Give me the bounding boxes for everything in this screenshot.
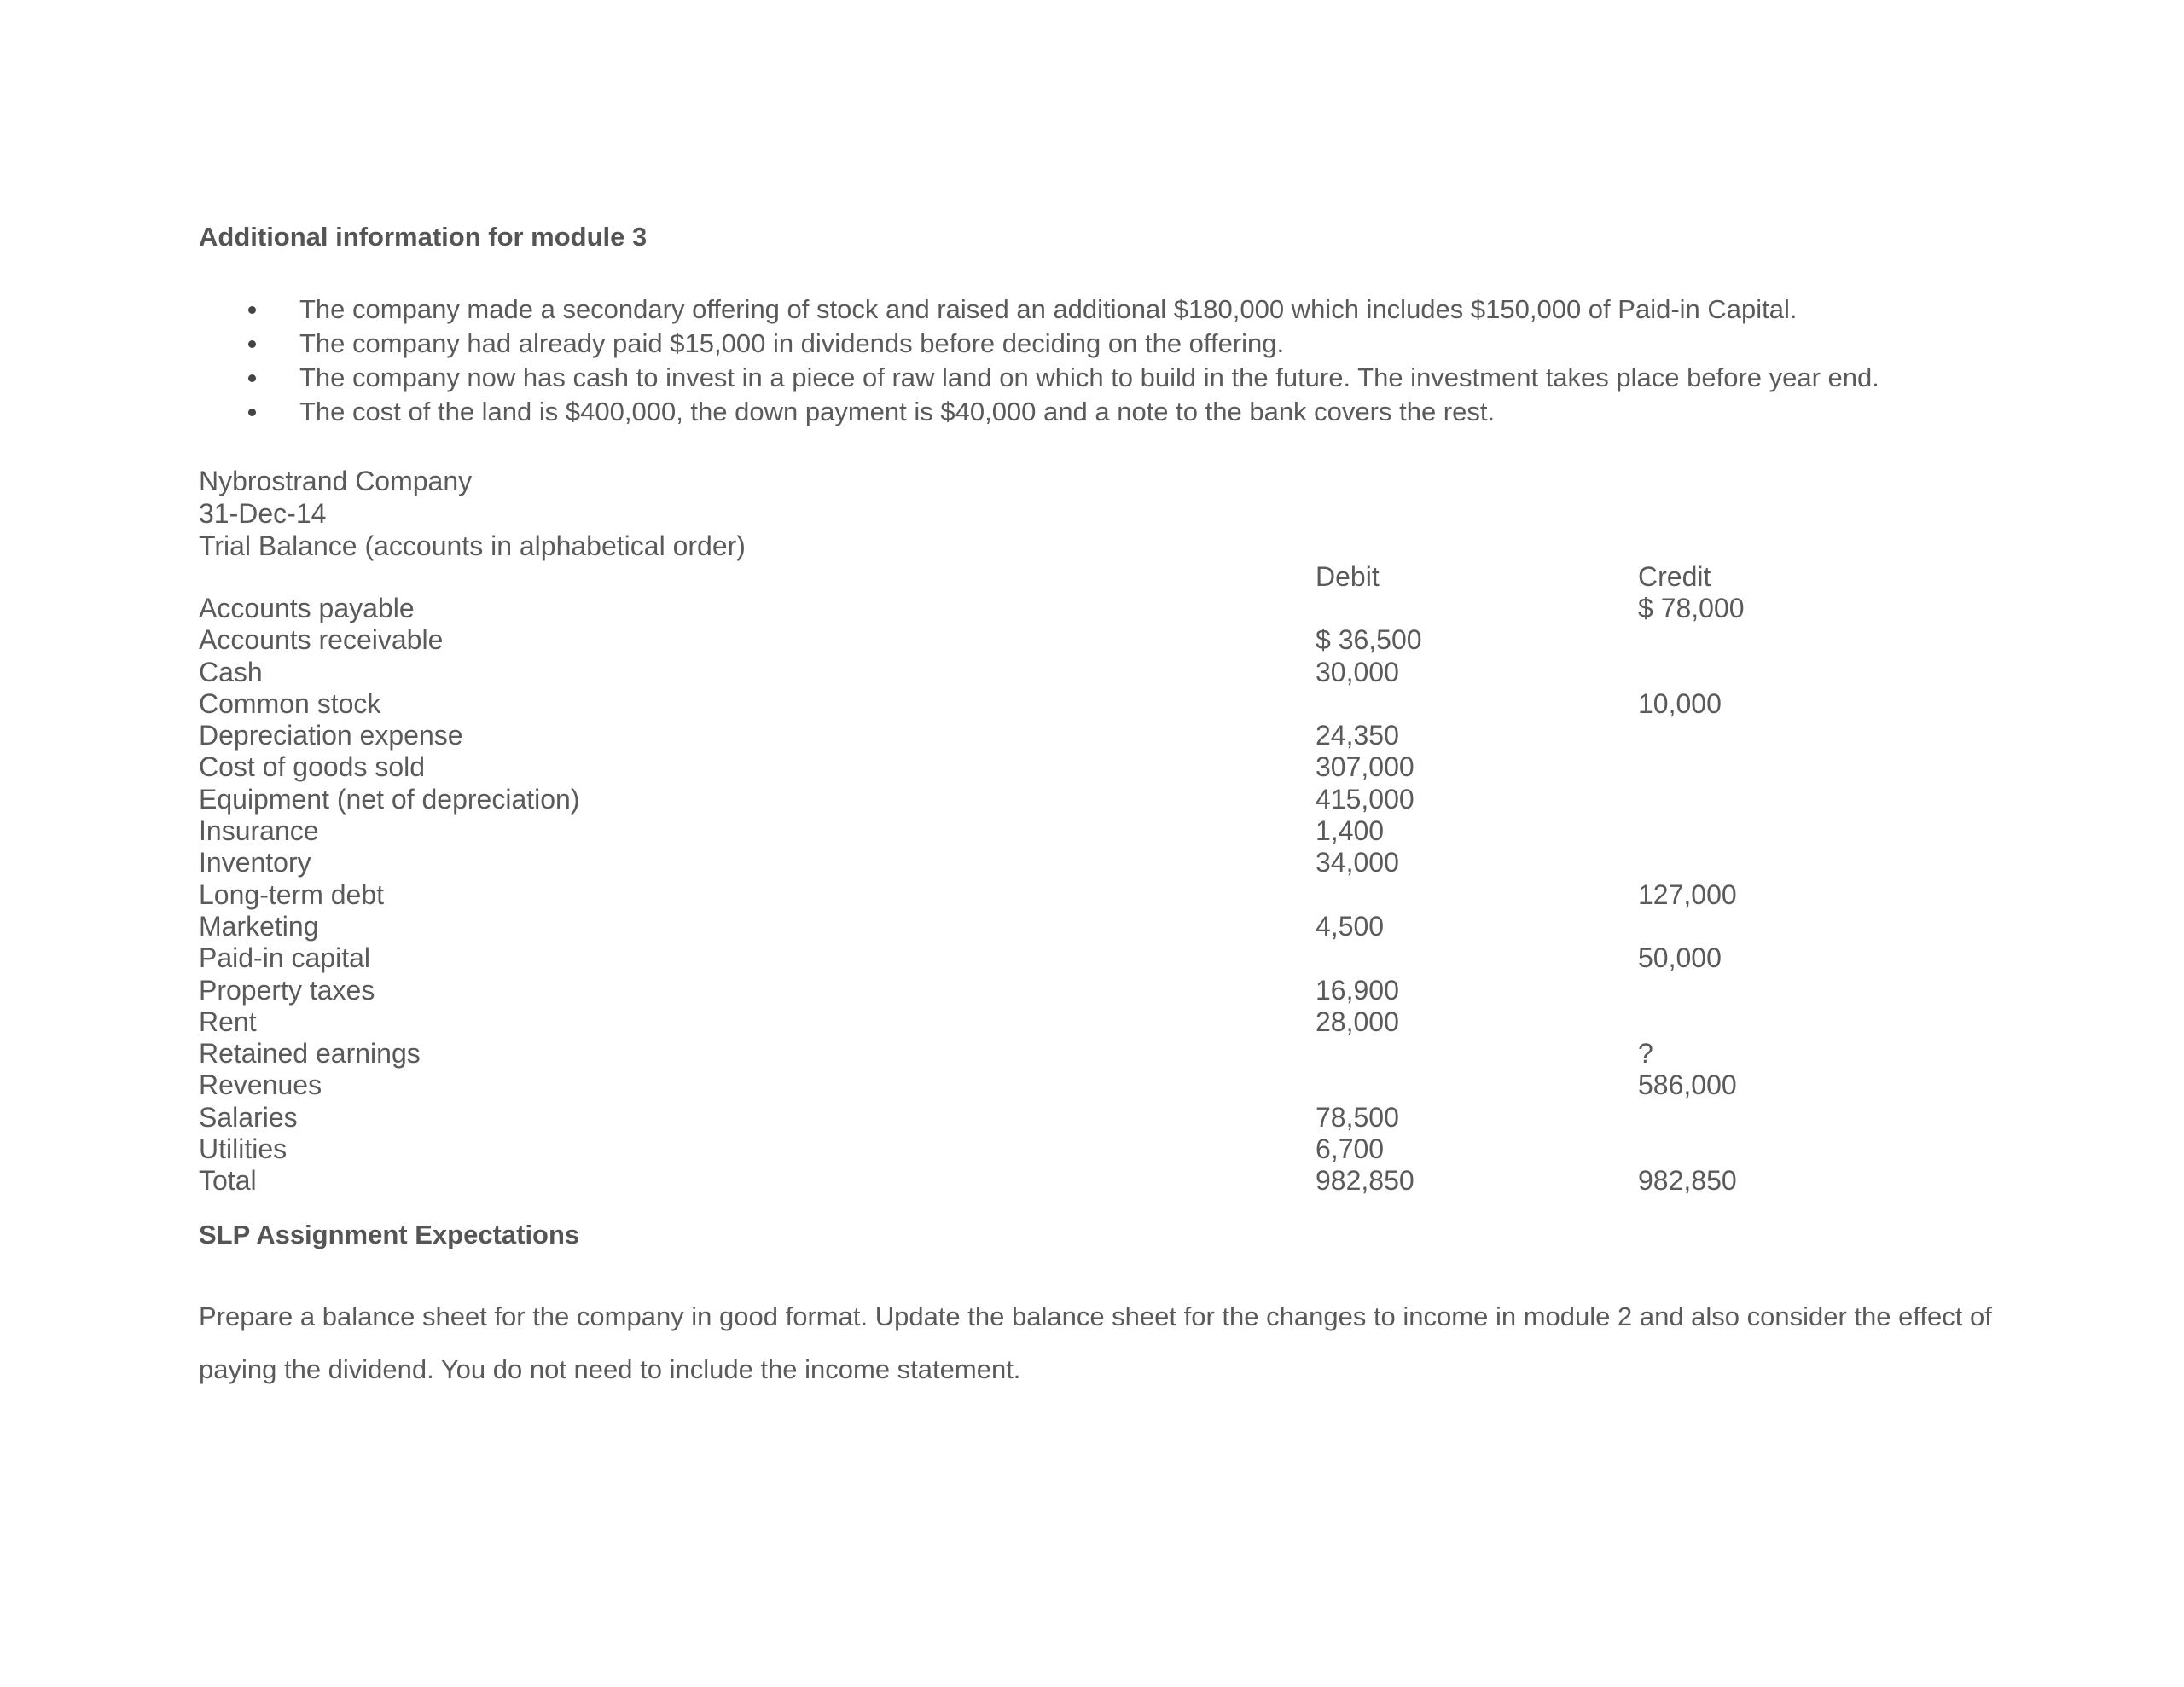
table-row <box>199 1070 1990 1101</box>
account-name: Total <box>199 1165 257 1197</box>
credit-value: 10,000 <box>1638 687 1722 719</box>
debit-value: 4,500 <box>1316 910 1385 942</box>
module-heading: Additional information for module 3 <box>199 222 648 252</box>
table-row <box>199 624 1990 656</box>
table-row <box>199 593 1990 624</box>
table-row <box>199 688 1990 720</box>
account-name: Utilities <box>199 1133 288 1165</box>
credit-value: $ 78,000 <box>1638 593 1745 623</box>
account-name: Paid-in capital <box>199 942 370 974</box>
debit-value: $ 36,500 <box>1316 624 1422 656</box>
account-name: Inventory <box>199 847 311 878</box>
bullet-dot-icon <box>248 340 256 348</box>
credit-value: ? <box>1638 1038 1653 1070</box>
credit-header: Credit <box>1638 561 1711 592</box>
account-name: Accounts receivable <box>199 624 444 656</box>
table-row <box>199 751 1990 783</box>
table-row <box>199 815 1990 847</box>
debit-value: 16,900 <box>1316 974 1399 1006</box>
bullet-dot-icon <box>248 374 256 382</box>
table-row <box>199 657 1990 688</box>
credit-value: 982,850 <box>1638 1165 1737 1197</box>
table-row <box>199 1102 1990 1133</box>
account-name: Long-term debt <box>199 878 385 910</box>
account-name: Accounts payable <box>199 593 415 623</box>
debit-value: 6,700 <box>1316 1133 1385 1165</box>
debit-value: 415,000 <box>1316 783 1414 815</box>
table-row <box>199 942 1990 974</box>
debit-value: 34,000 <box>1316 847 1399 878</box>
statement-subtitle: Trial Balance (accounts in alphabetical order) <box>199 530 746 561</box>
bullet-dot-icon <box>248 306 256 314</box>
debit-value: 78,500 <box>1316 1101 1399 1133</box>
bullet-dot-icon <box>248 409 256 416</box>
table-row <box>199 911 1990 942</box>
table-row <box>199 784 1990 815</box>
account-name: Cash <box>199 656 263 687</box>
account-name: Retained earnings <box>199 1038 421 1070</box>
bullet-text: The cost of the land is $400,000, the down payment is $40,000 and a note to the bank covers the rest. <box>299 397 1496 426</box>
account-name: Rent <box>199 1006 257 1037</box>
statement-date: 31-Dec-14 <box>199 498 327 529</box>
table-row <box>199 847 1990 878</box>
debit-value: 24,350 <box>1316 720 1399 751</box>
slp-paragraph: Prepare a balance sheet for the company in good format. Update the balance sheet for the changes to income in module 2 and also consider the effect of paying the dividend. You do not need to include the income statement. <box>199 1301 1992 1384</box>
debit-value: 28,000 <box>1316 1006 1399 1037</box>
table-row <box>199 720 1990 751</box>
account-name: Common stock <box>199 687 381 719</box>
account-name: Insurance <box>199 815 319 847</box>
bullet-text: The company now has cash to invest in a piece of raw land on which to build in the future. The investment takes place before year end. <box>299 362 1879 392</box>
trial-balance-table <box>199 560 1990 1197</box>
table-row <box>199 1038 1990 1070</box>
table-row <box>199 879 1990 911</box>
table-row <box>199 975 1990 1006</box>
debit-value: 982,850 <box>1316 1165 1414 1197</box>
company-header <box>199 465 746 562</box>
account-name: Marketing <box>199 910 319 942</box>
table-body <box>199 593 1990 1197</box>
credit-value: 50,000 <box>1638 942 1722 974</box>
table-row <box>199 1133 1990 1165</box>
account-name: Depreciation expense <box>199 720 463 751</box>
account-name: Revenues <box>199 1070 322 1101</box>
bullet-text: The company made a secondary offering of stock and raised an additional $180,000 which includes $150,000 of Paid-in Capital. <box>299 294 1798 324</box>
account-name: Cost of goods sold <box>199 751 426 783</box>
credit-value: 586,000 <box>1638 1070 1737 1101</box>
company-name: Nybrostrand Company <box>199 466 473 496</box>
slp-heading: SLP Assignment Expectations <box>199 1220 580 1249</box>
table-row <box>199 1006 1990 1038</box>
debit-value: 307,000 <box>1316 751 1414 783</box>
credit-value: 127,000 <box>1638 878 1737 910</box>
account-name: Property taxes <box>199 974 375 1006</box>
account-name: Equipment (net of depreciation) <box>199 783 580 815</box>
debit-value: 30,000 <box>1316 656 1399 687</box>
debit-header: Debit <box>1316 561 1380 592</box>
debit-value: 1,400 <box>1316 815 1385 847</box>
account-name: Salaries <box>199 1101 298 1133</box>
bullet-text: The company had already paid $15,000 in dividends before deciding on the offering. <box>299 328 1285 358</box>
table-row <box>199 1165 1990 1197</box>
table-header-row <box>199 560 1990 593</box>
